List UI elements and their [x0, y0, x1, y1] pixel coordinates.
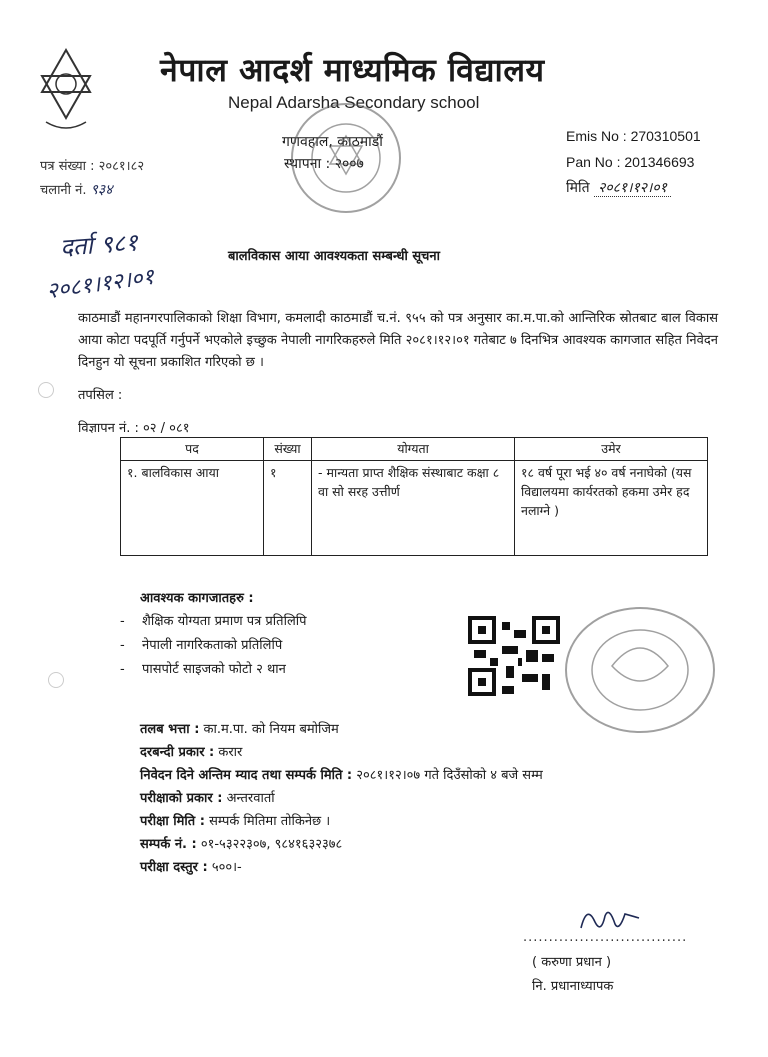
handwritten-date: २०८१।१२।०१ — [44, 264, 156, 305]
info-value: सम्पर्क मितिमा तोकिनेछ । — [204, 814, 331, 829]
table-header: संख्या — [264, 438, 312, 461]
info-key: परीक्षा दस्तुर : — [140, 860, 208, 875]
list-item: - शैक्षिक योग्यता प्रमाण पत्र प्रतिलिपि — [120, 610, 307, 634]
info-row — [140, 833, 543, 856]
info-row — [140, 810, 543, 833]
signature-line: ................................ — [523, 930, 688, 945]
qr-code-icon — [466, 614, 562, 698]
list-item: - पासपोर्ट साइजको फोटो २ थान — [120, 658, 307, 682]
info-key: परीक्षाको प्रकार : — [140, 791, 223, 806]
school-name-nepali: नेपाल आदर्श माध्यमिक विद्यालय — [160, 51, 545, 89]
info-value: ५००।- — [207, 860, 242, 875]
school-established: स्थापना : २००७ — [284, 156, 364, 172]
info-row — [140, 787, 543, 810]
dispatch-value: ९३४ — [90, 182, 113, 198]
table-cell: १८ वर्ष पूरा भई ४० वर्ष ननाघेको (यस विद्यालयमा कार्यरतको हकमा उमेर हद नलाग्ने ) — [515, 461, 708, 556]
table-header: उमेर — [515, 438, 708, 461]
info-row — [140, 764, 543, 787]
requirements-table — [120, 437, 708, 556]
municipality-stamp — [560, 600, 720, 740]
info-key: दरबन्दी प्रकार : — [140, 745, 215, 760]
info-value: २०८१।१२।०७ गते दिउँसोको ४ बजे सम्म — [352, 768, 543, 783]
school-seal-stamp — [288, 100, 404, 216]
table-cell: १ — [264, 461, 312, 556]
info-row — [140, 741, 543, 764]
table-header: योग्यता — [312, 438, 515, 461]
date-line — [566, 178, 671, 197]
info-value: करार — [214, 745, 243, 760]
date-label: मिति — [566, 180, 590, 196]
notice-body: काठमाडौं महानगरपालिकाको शिक्षा विभाग, कमलादी काठमाडौं च.नं. ९५५ को पत्र अनुसार का.म.पा.को आन्तिरिक स्रोतबाट बाल विकास आया कोटा पदपूर्ति गर्नुपर्ने भएकोले इच्छुक नेपाली नागरिकहरुले मिति २०८१।१२।०१ गतेबाट ७ दिनभित्र आवश्यक कागजात सहित निवेदन दिनहुन यो सूचना प्रकाशित गरिएको छ । — [78, 311, 718, 370]
info-row — [140, 856, 543, 879]
list-item: - नेपाली नागरिकताको प्रतिलिपि — [120, 634, 307, 658]
handwritten-registration: दर्ता ९८१ — [59, 228, 139, 262]
advertisement-number: विज्ञापन नं. : ०२ / ०८१ — [78, 421, 190, 436]
notice-subject: बालविकास आया आवश्यकता सम्बन्धी सूचना — [228, 249, 440, 264]
info-value: अन्तरवार्ता — [222, 791, 275, 806]
info-key: परीक्षा मिति : — [140, 814, 205, 829]
emis-number: Emis No : 270310501 — [566, 128, 701, 144]
table-row — [121, 461, 708, 556]
school-address: गणवहाल, काठमाडौं — [282, 134, 383, 150]
letter-number: पत्र संख्या : २०८१।८२ — [40, 159, 145, 174]
signatory-name: ( करुणा प्रधान ) — [532, 955, 612, 970]
school-logo-icon — [38, 48, 94, 134]
punch-hole — [38, 382, 54, 398]
details-heading: तपसिल : — [78, 388, 123, 403]
info-row — [140, 718, 543, 741]
pan-number: Pan No : 201346693 — [566, 154, 695, 170]
signatory-title: नि. प्रधानाध्यापक — [532, 979, 614, 994]
date-value: २०८१।१२।०१ — [594, 180, 671, 197]
info-key: निवेदन दिने अन्तिम म्याद तथा सम्पर्क मिति : — [140, 768, 353, 783]
info-value: का.म.पा. को नियम बमोजिम — [199, 722, 339, 737]
documents-heading: आवश्यक कागजातहरु : — [140, 591, 254, 606]
documents-list — [120, 610, 307, 682]
dispatch-number-line — [40, 180, 112, 199]
info-section — [140, 718, 543, 879]
dispatch-label: चलानी नं. — [40, 183, 87, 198]
table-header: पद — [121, 438, 264, 461]
table-cell: - मान्यता प्राप्त शैक्षिक संस्थाबाट कक्षा ८ वा सो सरह उत्तीर्ण — [312, 461, 515, 556]
info-key: तलब भत्ता : — [140, 722, 200, 737]
punch-hole — [48, 672, 64, 688]
school-name-english: Nepal Adarsha Secondary school — [228, 93, 480, 112]
table-header-row — [121, 438, 708, 461]
table-cell: १. बालविकास आया — [121, 461, 264, 556]
info-key: सम्पर्क नं. : — [140, 837, 197, 852]
info-value: ०१-५३२२३०७, ९८४१६३२३७८ — [196, 837, 343, 852]
